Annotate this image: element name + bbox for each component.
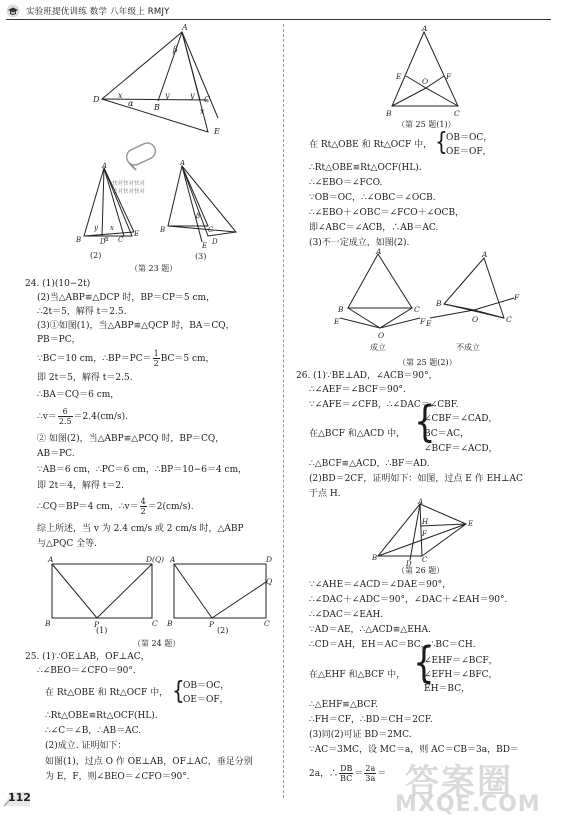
svg-text:A: A <box>182 23 188 32</box>
q26-line-13a: ∠EHF＝∠BCF， <box>424 656 498 666</box>
svg-text:E: E <box>468 520 474 528</box>
svg-text:B: B <box>76 236 82 244</box>
q26-line-4: 在△BCF 和△ACD 中， <box>309 429 406 439</box>
q24-line-2: (2)当△ABP≌△DCP 时，BP＝CP＝5 cm， <box>37 293 216 303</box>
stamp-text-1: 快对快对快对 <box>112 181 146 187</box>
svg-text:A: A <box>180 160 186 167</box>
svg-text:C: C <box>414 305 420 314</box>
q25-line-8: 为 E，F，则∠BEO＝∠CFO＝90°. <box>45 772 190 782</box>
r-line-6: 即∠ABC＝∠ACB，∴AB＝AC. <box>309 223 439 233</box>
fig23-sub2-label: (3) <box>195 252 207 261</box>
q25-line-7: 如图(1)，过点 O 作 OE⊥AB，OF⊥AC，垂足分别 <box>45 757 253 767</box>
q26-brace-2: { <box>413 638 435 688</box>
svg-text:B: B <box>167 619 173 628</box>
q24-line-3: ∴2t＝5，解得 t＝2.5. <box>37 307 127 317</box>
svg-text:C: C <box>506 315 512 324</box>
q25-brace: { <box>172 675 185 705</box>
r-brace: { <box>435 126 448 156</box>
q26-line-14: ∴△EHF≌△BCF. <box>309 700 379 710</box>
q24-line-13: 即 2t＝4，解得 t＝2. <box>37 481 124 491</box>
q25-line-3: 在 Rt△OBE 和 Rt△OCF 中， <box>45 688 169 698</box>
q24-line-6: ∵BC＝10 cm，∴BP＝PC＝ $\frac{1}{2}$ BC＝5 cm， <box>37 349 215 368</box>
q25-line-1: 25. (1)∵OE⊥AB，OF⊥AC， <box>25 652 150 662</box>
svg-text:y: y <box>165 91 170 100</box>
q25-line-6: (2)成立. 证明如下： <box>45 741 127 751</box>
svg-text:B: B <box>436 299 442 308</box>
r-line-2: ∴Rt△OBE≌Rt△OCF(HL). <box>309 163 422 173</box>
svg-text:x: x <box>200 107 205 116</box>
svg-text:D: D <box>93 95 100 104</box>
svg-text:β: β <box>196 212 201 220</box>
q25-line-4: ∴Rt△OBE≌Rt△OCF(HL). <box>45 711 158 721</box>
q25-line-5: ∴∠C＝∠B，∴AB＝AC. <box>45 726 142 736</box>
svg-text:E: E <box>214 127 220 136</box>
fig24-sub1-label: (1) <box>96 626 108 635</box>
svg-text:β: β <box>173 45 178 54</box>
svg-text:E: E <box>334 317 340 326</box>
svg-text:B: B <box>160 226 166 234</box>
svg-text:D: D <box>100 238 106 246</box>
watermark-url: MXQE.COM <box>395 792 541 817</box>
svg-text:B: B <box>154 103 160 112</box>
svg-text:O: O <box>472 315 479 324</box>
svg-text:O: O <box>378 331 385 340</box>
r-line-7: (3)不一定成立，如图(2). <box>309 238 410 248</box>
q24-line-5: PB＝PC， <box>37 335 81 345</box>
q26-line-18: 2a，∴ $\frac{DB}{BC}$ ＝ $\frac{2a}{3a}$ ＝ <box>309 764 387 783</box>
q26-line-4b: BC＝AC， <box>424 429 470 439</box>
svg-text:D: D <box>212 238 218 246</box>
svg-text:D(Q): D(Q) <box>146 555 165 564</box>
svg-text:A: A <box>376 248 382 256</box>
svg-text:F: F <box>420 317 426 326</box>
svg-text:y: y <box>94 224 98 232</box>
svg-text:C: C <box>152 619 158 628</box>
fig24-caption: （第 24 题） <box>133 639 181 648</box>
r-line-5: ∴∠EBO＋∠OBC＝∠FCO＋∠OCB， <box>309 208 465 218</box>
fig23-caption: （第 23 题） <box>130 264 178 273</box>
watermark-text: 答案圈 <box>405 762 513 802</box>
svg-text:x: x <box>118 91 123 100</box>
svg-text:A: A <box>422 24 428 33</box>
svg-text:P: P <box>94 620 100 629</box>
q26-line-2: ∴∠AEF＝∠BCF＝90°. <box>309 385 406 395</box>
svg-text:A: A <box>48 555 54 564</box>
header-rule <box>6 19 551 20</box>
svg-text:P: P <box>209 620 215 629</box>
q26-brace-1: { <box>414 397 436 447</box>
fig25-1-caption: （第 25 题(1)） <box>397 120 456 129</box>
q24-line-16: 与△PQC 全等. <box>37 539 97 549</box>
fig24-sub2-label: (2) <box>217 626 229 635</box>
q26-line-13c: EH＝BC， <box>424 684 471 694</box>
svg-text:E: E <box>426 319 432 328</box>
svg-text:A: A <box>170 555 176 564</box>
fig25-2-right-label: 不成立 <box>456 343 480 352</box>
svg-text:A: A <box>418 498 424 506</box>
q26-line-13b: ∠EFH＝∠BFC， <box>424 670 498 680</box>
svg-text:A: A <box>102 162 108 170</box>
svg-text:E: E <box>202 242 208 250</box>
svg-text:α: α <box>128 99 134 108</box>
fig23-sub1-label: (2) <box>90 251 102 260</box>
q26-line-15: ∴FH＝CF，∴BD＝CH＝2CF. <box>309 715 433 725</box>
q24-line-11: AB＝PC. <box>37 449 75 459</box>
q26-line-9: ∴∠DAC＋∠ADC＝90°，∠DAC＋∠EAH＝90°. <box>309 595 508 605</box>
svg-text:B: B <box>386 109 392 118</box>
q24-line-1: 24. (1)(10−2t) <box>25 279 91 289</box>
svg-text:F: F <box>422 530 427 538</box>
q26-line-10: ∴∠DAC＝∠EAH. <box>309 610 384 620</box>
r-line-1: 在 Rt△OBE 和 Rt△OCF 中， <box>309 140 433 150</box>
q24-line-9: ∴v＝ $\frac{6}{2.5}$ ＝2.4(cm/s). <box>37 407 128 426</box>
svg-text:E: E <box>396 72 402 81</box>
kuaidui-stamp-icon <box>120 140 162 176</box>
q24-line-10: ② 如图(2)，当△ABP≌△PCQ 时，BP＝CQ， <box>37 434 225 444</box>
svg-text:Q: Q <box>266 577 272 586</box>
page-header <box>0 0 565 22</box>
fig25-2-left-label: 成立 <box>370 343 386 352</box>
r-line-1a: OB＝OC， <box>446 133 493 143</box>
page-number-badge <box>2 788 32 808</box>
figure-24 <box>42 554 272 640</box>
r-line-4: ∵OB＝OC，∴∠OBC＝∠OCB. <box>309 193 436 203</box>
svg-text:D: D <box>266 555 272 564</box>
q24-line-12: ∵AB＝6 cm，∴PC＝6 cm，∴BP＝10−6＝4 cm， <box>37 465 248 475</box>
svg-text:C: C <box>264 619 270 628</box>
figure-26 <box>370 498 490 566</box>
svg-text:F: F <box>514 293 520 302</box>
svg-text:E: E <box>134 230 140 238</box>
q26-line-17: ∵AC＝3MC，设 MC＝a，则 AC＝CB＝3a，BD＝ <box>309 745 519 755</box>
fig25-2-caption: （第 25 题(2)） <box>398 358 457 367</box>
svg-text:B: B <box>372 554 378 562</box>
svg-text:F: F <box>446 72 452 81</box>
q24-line-4: (3)①如图(1)，当△ABP≌△QCP 时，BA＝CQ， <box>37 321 235 331</box>
q26-line-3: ∵∠AFE＝∠CFB，∴∠DAC＝∠CBF. <box>309 400 459 410</box>
svg-text:C: C <box>118 236 124 244</box>
q26-line-11: ∵AD＝AE，∴△ACD≌△EHA. <box>309 625 432 635</box>
q24-line-14: ∴CQ＝BP＝4 cm，∴v＝ $\frac{4}{2}$ ＝2(cm/s). <box>37 497 194 516</box>
r-line-3: ∴∠EBO＝∠FCO. <box>309 178 383 188</box>
figure-25-2 <box>334 248 534 340</box>
q24-line-7: 即 2t＝5，解得 t＝2.5. <box>37 373 133 383</box>
r-line-1b: OE＝OF， <box>446 147 492 157</box>
q26-line-4c: ∠BCF＝∠ACD， <box>424 444 498 454</box>
figure-25-1 <box>380 24 470 120</box>
q26-line-6: (2)BD＝2CF，证明如下：如图，过点 E 作 EH⊥AC <box>309 474 523 484</box>
svg-text:α: α <box>104 235 109 243</box>
figure-23-sub-3 <box>160 160 240 250</box>
svg-text:C: C <box>454 109 460 118</box>
q26-line-13: 在△EHF 和△BCF 中， <box>309 670 406 680</box>
q26-line-4a: ∠CBF＝∠CAD， <box>424 414 498 424</box>
svg-text:C: C <box>208 226 214 234</box>
q25-line-3b: OE＝OF， <box>183 695 229 705</box>
stamp-text-2: 快对快对快对 <box>112 189 146 195</box>
svg-text:A: A <box>482 250 488 259</box>
q24-line-15: 综上所述，当 v 为 2.4 cm/s 或 2 cm/s 时，△ABP <box>37 524 244 534</box>
q25-line-3a: OB＝OC， <box>183 681 230 691</box>
graduation-cap-icon <box>6 4 20 18</box>
q26-line-1: 26. (1)∵BE⊥AD，∠ACB＝90°， <box>296 371 438 381</box>
q26-line-8: ∵∠AHE＝∠ACD＝∠DAE＝90°， <box>309 580 452 590</box>
header-title: 实验班提优训练 数学 八年级上 RMJY <box>26 7 170 17</box>
page-number: 112 <box>8 791 31 804</box>
fig26-caption: （第 26 题） <box>397 566 445 575</box>
q26-line-7: 于点 H. <box>309 489 341 499</box>
q25-line-2: ∴∠BEO＝∠CFO＝90°. <box>37 666 136 676</box>
svg-text:B: B <box>45 619 51 628</box>
svg-text:C: C <box>422 556 428 564</box>
svg-text:x: x <box>110 224 114 232</box>
q26-line-5: ∴△BCF≌△ACD，∴BF＝AD. <box>309 459 430 469</box>
svg-text:D: D <box>406 560 412 566</box>
q24-line-8: ∴BA＝CQ＝6 cm， <box>37 390 120 400</box>
svg-text:C: C <box>204 95 211 104</box>
column-divider <box>283 24 284 798</box>
svg-text:B: B <box>338 305 344 314</box>
figure-23-main <box>90 22 240 140</box>
svg-text:O: O <box>422 77 429 86</box>
svg-text:H: H <box>422 518 429 526</box>
svg-text:y: y <box>190 91 195 100</box>
q26-line-12: ∴CD＝AH，EH＝AC＝BC，∴BC＝CH. <box>309 640 476 650</box>
q26-line-16: (3)同(2)可证 BD＝2MC. <box>309 730 412 740</box>
